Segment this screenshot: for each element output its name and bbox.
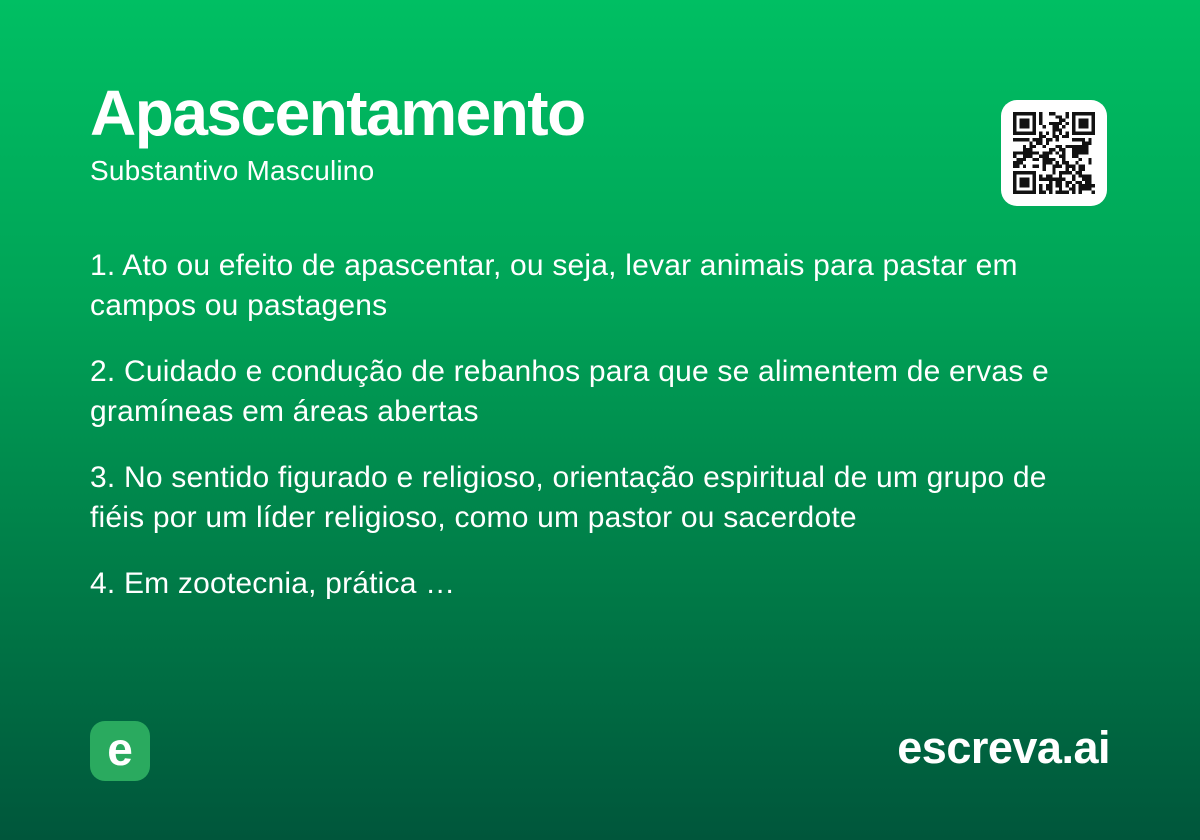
definition-item-4: 4. Em zootecnia, prática … — [90, 567, 456, 600]
definitions-list — [90, 246, 1100, 630]
qr-code-icon — [1001, 100, 1107, 206]
definition-item-2: 2. Cuidado e condução de rebanhos para que se alimentem de ervas e gramíneas em áreas abertas — [90, 355, 1049, 428]
brand-wordmark: escreva.ai — [897, 722, 1110, 773]
definition-item-3: 3. No sentido figurado e religioso, orientação espiritual de um grupo de fiéis por um líder religioso, como um pastor ou sacerdote — [90, 461, 1047, 534]
header — [90, 77, 585, 187]
logo-letter: e — [107, 723, 133, 775]
escreva-logo-icon — [90, 721, 150, 781]
page-title: Apascentamento — [90, 77, 585, 149]
definition-item-1: 1. Ato ou efeito de apascentar, ou seja, levar animais para pastar em campos ou pastagens — [90, 249, 1018, 322]
qr-code-pattern — [1013, 112, 1095, 194]
word-class-subtitle: Substantivo Masculino — [90, 155, 375, 187]
